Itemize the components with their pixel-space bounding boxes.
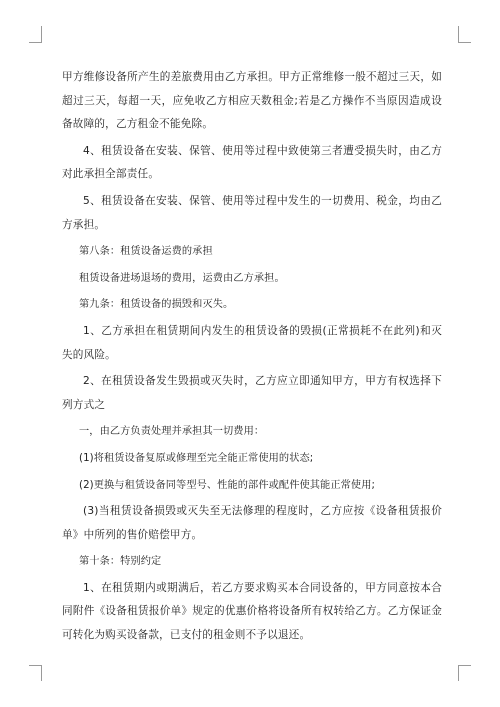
- paragraph-item-2-notify: 2、在租赁设备发生毁损或灭失时，乙方应立即通知甲方，甲方有权选择下列方式之: [62, 375, 442, 411]
- paragraph-options-intro: 一，由乙方负责处理并承担其一切费用：: [79, 426, 265, 438]
- paragraph-item-1-damage-risk: 1、乙方承担在租赁期间内发生的租赁设备的毁损(正常损耗不在此列)和灭失的风险。: [62, 324, 442, 361]
- paragraph-option-2: (2)更换与租赁设备同等型号、性能的部件或配件使其能正常使用;: [79, 479, 376, 491]
- paragraph-item-1-purchase-option: 1、在租赁期内或期满后，若乙方要求购买本合同设备的，甲方同意按本合同附件《设备租赁报价单》规定的优惠价格将设备所有权转给乙方。乙方保证金可转化为购买设备款，已支付的租金则不予以退还。: [62, 581, 442, 642]
- paragraph-option-1: (1)将租赁设备复原或修理至完全能正常使用的状态;: [79, 452, 314, 464]
- paragraph-item-4-third-party-loss: 4、租赁设备在安装、保管、使用等过程中致使第三者遭受损失时，由乙方对此承担全部责任。: [62, 144, 442, 181]
- paragraph-item-5-costs-taxes: 5、租赁设备在安装、保管、使用等过程中发生的一切费用、税金，均由乙方承担。: [62, 194, 442, 231]
- crop-mark-top-right-horizontal: [458, 42, 471, 43]
- crop-mark-top-left-vertical: [41, 26, 42, 42]
- crop-mark-top-left-horizontal: [29, 42, 42, 43]
- section-heading-article-9: 第九条：租赁设备的损毁和灭失。: [79, 299, 234, 311]
- section-heading-article-8: 第八条：租赁设备运费的承担: [79, 246, 213, 258]
- paragraph-option-3: (3)当租赁设备损毁或灭失至无法修理的程度时，乙方应按《设备租赁报价单》中所列的售价赔偿甲方。: [62, 505, 442, 541]
- crop-mark-bottom-right-horizontal: [458, 665, 471, 666]
- paragraph-repair-costs: 甲方维修设备所产生的差旅费用由乙方承担。甲方正常维修一般不超过三天，如超过三天，每超一天，应免收乙方相应天数租金;若是乙方操作不当原因造成设备故障的，乙方租金不能免除。: [62, 71, 442, 131]
- crop-mark-bottom-right-vertical: [458, 665, 459, 681]
- document-body: [62, 66, 442, 651]
- section-heading-article-10: 第十条：特别约定: [79, 556, 162, 568]
- paragraph-freight-costs: 租赁设备进场退场的费用，运费由乙方承担。: [79, 272, 285, 284]
- crop-mark-bottom-left-vertical: [41, 665, 42, 681]
- crop-mark-top-right-vertical: [458, 26, 459, 42]
